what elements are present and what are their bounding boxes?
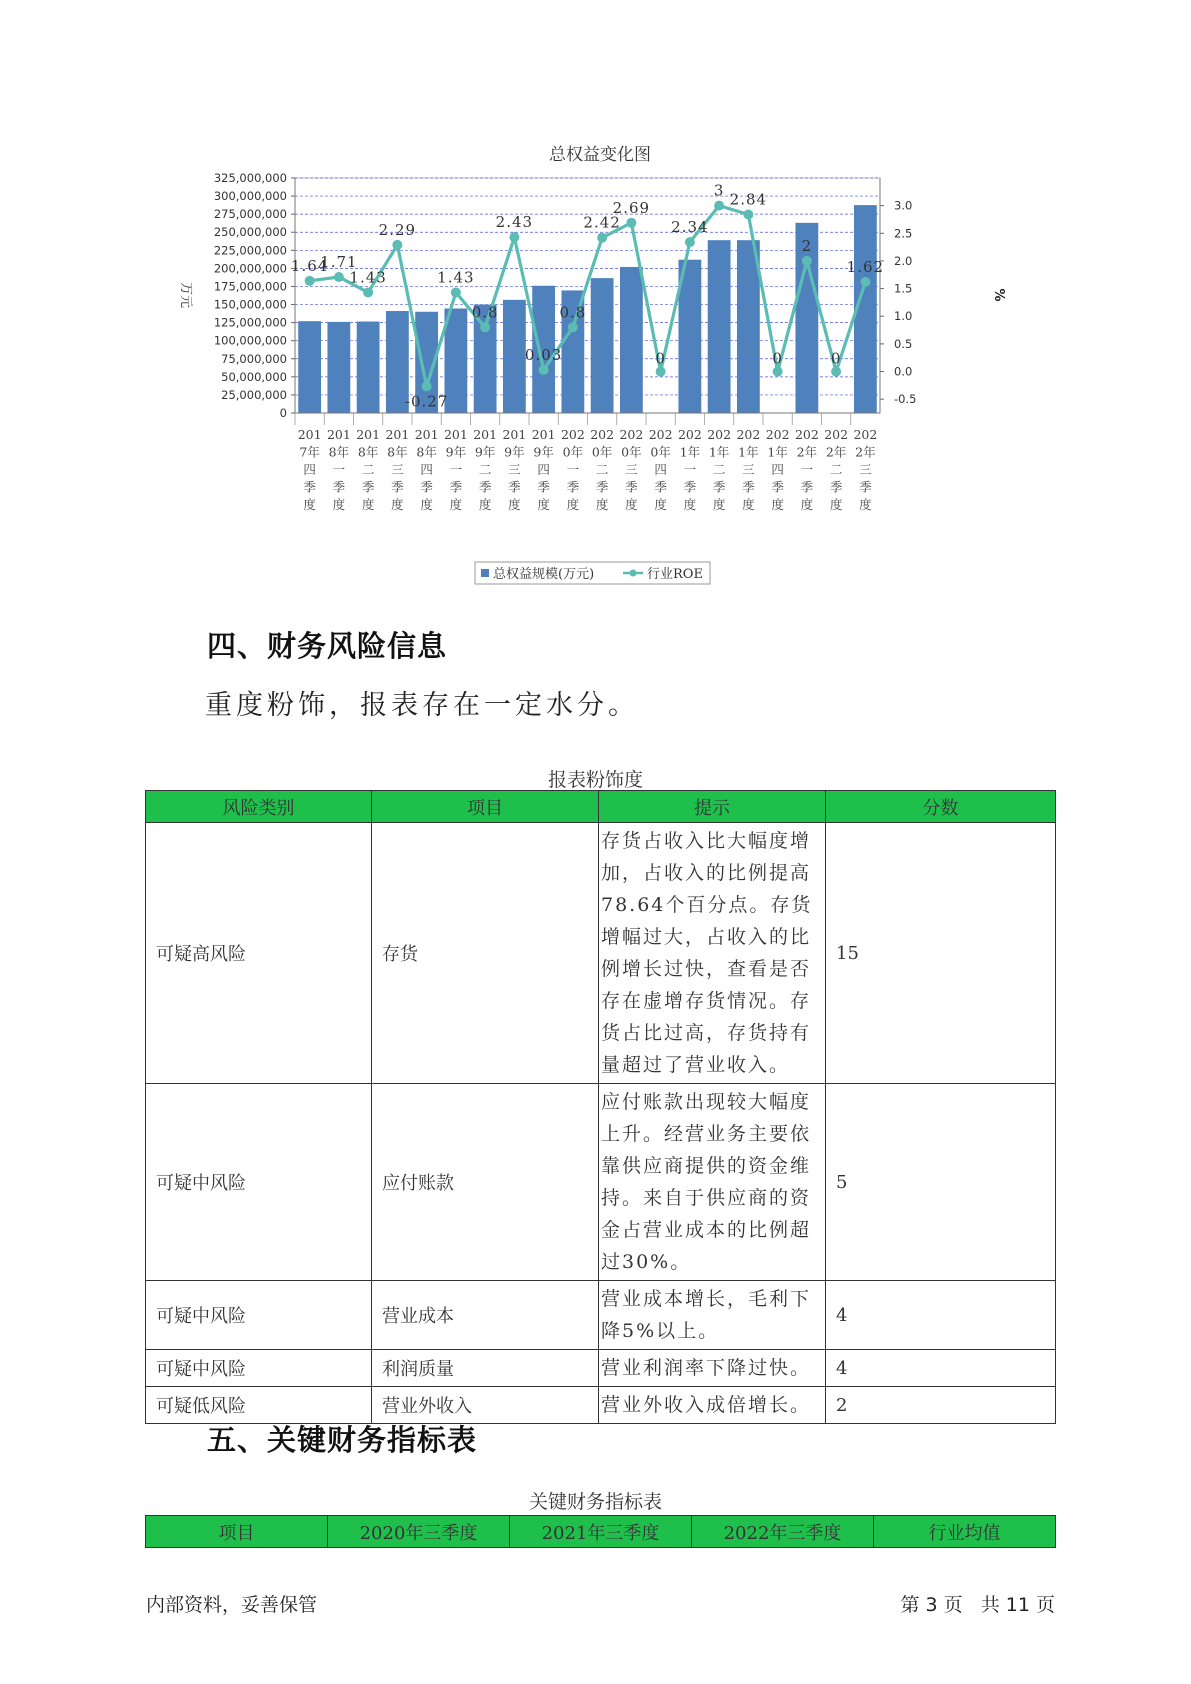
section-heading-risk: 四、财务风险信息 [207, 629, 448, 663]
roe-point [334, 272, 344, 282]
y2-tick-label: 1.0 [894, 309, 913, 324]
roe-point [773, 367, 783, 377]
roe-point [539, 365, 549, 375]
risk-item-cell: 存货 [372, 823, 599, 1084]
x-tick-label: 201 8年二季度 [356, 427, 381, 512]
equity-bar [591, 278, 614, 413]
x-tick-label: 202 1年二季度 [707, 427, 732, 512]
risk-score-cell: 4 [826, 1281, 1056, 1350]
equity-bar [708, 240, 731, 413]
roe-data-label: 1.43 [437, 268, 475, 287]
roe-data-label: 0 [655, 349, 666, 368]
risk-score-cell: 4 [826, 1350, 1056, 1387]
y2-tick-label: 3.0 [894, 198, 913, 213]
y-tick-label: 0 [279, 406, 287, 420]
header-cell: 2022年三季度 [692, 1516, 874, 1548]
risk-hint-cell: 营业成本增长，毛利下降5%以上。 [599, 1281, 826, 1350]
roe-point [831, 367, 841, 377]
y2-tick-label: 0.0 [894, 364, 913, 379]
roe-point [656, 367, 666, 377]
roe-data-label: 2 [801, 236, 813, 255]
equity-chart-svg [170, 130, 1020, 600]
table-row [146, 1084, 1056, 1281]
roe-point [392, 240, 402, 250]
roe-point [626, 218, 636, 228]
header-cell: 分数 [826, 791, 1056, 823]
roe-data-label: 0.8 [559, 303, 587, 322]
footer-confidential: 内部资料，妥善保管 [146, 1594, 318, 1616]
risk-hint-cell: 营业外收入成倍增长。 [599, 1387, 826, 1424]
roe-data-label: 2.29 [378, 220, 417, 239]
footer-page-number: 第 3 页 共 11 页 [900, 1594, 1055, 1616]
header-cell: 2020年三季度 [328, 1516, 510, 1548]
risk-hint-cell: 应付账款出现较大幅度上升。经营业务主要依靠供应商提供的资金维持。来自于供应商的资金占营业成本的比例超过30%。 [599, 1084, 826, 1281]
x-tick-labels [295, 413, 877, 512]
roe-data-label: 0 [830, 349, 842, 368]
y-tick-label: 125,000,000 [213, 315, 287, 330]
equity-chart [170, 130, 1020, 600]
header-cell: 2021年三季度 [510, 1516, 692, 1548]
roe-data-label: 1.43 [349, 268, 387, 287]
roe-point [568, 322, 578, 332]
equity-bar [620, 267, 643, 413]
equity-bar [327, 322, 350, 413]
equity-bar [737, 240, 760, 413]
table-row [146, 1350, 1056, 1387]
kpi-table [145, 1515, 1056, 1548]
x-tick-label: 201 8年一季度 [326, 427, 351, 512]
risk-category-cell: 可疑高风险 [146, 823, 372, 1084]
x-tick-label: 202 0年三季度 [619, 427, 644, 512]
y2-tick-label: 2.5 [894, 226, 913, 241]
roe-point [860, 277, 870, 287]
legend-swatch-point [630, 570, 637, 577]
x-tick-label: 202 2年二季度 [824, 427, 849, 512]
roe-data-label: 2.42 [583, 213, 621, 232]
roe-data-label: 2.69 [612, 198, 651, 217]
y-tick-label: 250,000,000 [213, 225, 287, 240]
y-axis-title: 万元 [178, 281, 193, 309]
roe-data-label: 2.34 [671, 218, 709, 237]
roe-point [597, 233, 607, 243]
risk-summary: 重度粉饰，报表存在一定水分。 [205, 690, 639, 721]
x-tick-label: 202 2年一季度 [794, 427, 819, 512]
risk-category-cell: 可疑低风险 [146, 1387, 372, 1424]
kpi-table-title: 关键财务指标表 [528, 1491, 662, 1513]
y-tick-label: 200,000,000 [213, 261, 287, 276]
y-tick-label: 100,000,000 [213, 333, 287, 348]
roe-data-label: 1.64 [290, 256, 329, 275]
roe-data-label: 3 [713, 181, 725, 200]
roe-data-label: 0 [772, 349, 783, 368]
chart-title: 总权益变化图 [549, 145, 651, 165]
risk-score-cell: 5 [826, 1084, 1056, 1281]
legend-label-line: 行业ROE [647, 567, 703, 582]
risk-item-cell: 应付账款 [372, 1084, 599, 1281]
section-heading-kpi: 五、关键财务指标表 [207, 1423, 478, 1457]
roe-point [363, 287, 373, 297]
header-cell: 风险类别 [146, 791, 372, 823]
x-tick-label: 202 0年一季度 [560, 427, 585, 512]
y-tick-label: 75,000,000 [221, 351, 287, 366]
header-cell: 项目 [146, 1516, 328, 1548]
roe-data-label: 2.84 [729, 190, 768, 209]
roe-point [422, 381, 432, 391]
x-tick-label: 202 1年三季度 [736, 427, 761, 512]
risk-table [145, 790, 1056, 1424]
y-tick-label: 225,000,000 [213, 243, 287, 258]
x-tick-label: 201 8年三季度 [385, 427, 410, 512]
risk-score-cell: 15 [826, 823, 1056, 1084]
header-cell: 提示 [599, 791, 826, 823]
kpi-table-header-row [146, 1516, 1056, 1548]
y-tick-label: 300,000,000 [213, 189, 287, 204]
x-tick-label: 201 9年二季度 [473, 427, 498, 512]
y-tick-label: 325,000,000 [213, 171, 287, 185]
legend-swatch-bar [481, 569, 489, 577]
risk-item-cell: 营业成本 [372, 1281, 599, 1350]
y2-tick-label: 1.5 [894, 281, 913, 296]
roe-data-label: 0.8 [471, 303, 499, 322]
risk-category-cell: 可疑中风险 [146, 1084, 372, 1281]
y-tick-label: 150,000,000 [213, 297, 287, 312]
x-tick-label: 201 8年四季度 [414, 427, 439, 512]
header-cell: 项目 [372, 791, 599, 823]
equity-bar [503, 300, 526, 413]
roe-data-label: 0.03 [524, 345, 563, 364]
y-tick-label: 175,000,000 [213, 279, 287, 294]
risk-score-cell: 2 [826, 1387, 1056, 1424]
table-row [146, 823, 1056, 1084]
risk-category-cell: 可疑中风险 [146, 1350, 372, 1387]
roe-point [480, 322, 490, 332]
x-tick-label: 202 2年三季度 [853, 427, 878, 512]
roe-point [509, 232, 519, 242]
x-tick-label: 201 9年一季度 [443, 427, 468, 512]
roe-point [451, 287, 461, 297]
y2-tick-label: 0.5 [894, 336, 913, 351]
equity-bar [298, 321, 321, 413]
y2-tick-label: -0.5 [894, 392, 917, 407]
header-cell: 行业均值 [874, 1516, 1056, 1548]
x-tick-label: 202 1年四季度 [765, 427, 790, 512]
roe-data-label: 2.43 [495, 213, 534, 232]
x-tick-label: 201 7年四季度 [297, 427, 322, 512]
roe-point [743, 209, 753, 219]
risk-table-header-row [146, 791, 1056, 823]
chart-legend [475, 562, 710, 584]
y2-tick-label: 2.0 [894, 253, 913, 268]
y-tick-label: 25,000,000 [221, 387, 287, 402]
x-tick-label: 202 0年四季度 [648, 427, 673, 512]
y-tick-label: 50,000,000 [221, 369, 287, 384]
x-tick-label: 202 1年一季度 [677, 427, 702, 512]
risk-category-cell: 可疑中风险 [146, 1281, 372, 1350]
table-row [146, 1281, 1056, 1350]
legend-label-bar: 总权益规模(万元) [493, 567, 595, 582]
x-tick-label: 202 0年二季度 [590, 427, 615, 512]
risk-hint-cell: 营业利润率下降过快。 [599, 1350, 826, 1387]
risk-hint-cell: 存货占收入比大幅度增加，占收入的比例提高78.64个百分点。存货增幅过大，占收入的比例增长过快，查看是否存在虚增存货情况。存货占比过高，存货持有量超过了营业收入。 [599, 823, 826, 1084]
roe-data-label: 1.71 [320, 252, 358, 271]
risk-table-title: 报表粉饰度 [547, 769, 643, 791]
roe-point [305, 276, 315, 286]
roe-point [802, 256, 812, 266]
roe-point [714, 201, 724, 211]
roe-point [685, 237, 695, 247]
roe-data-label: 1.62 [846, 257, 885, 276]
y2-axis-title: % [991, 288, 1006, 302]
risk-item-cell: 利润质量 [372, 1350, 599, 1387]
roe-data-label: -0.27 [404, 392, 449, 411]
x-tick-label: 201 9年四季度 [531, 427, 556, 512]
equity-bar [357, 322, 380, 413]
x-tick-label: 201 9年三季度 [502, 427, 527, 512]
risk-item-cell: 营业外收入 [372, 1387, 599, 1424]
y-tick-label: 275,000,000 [213, 207, 287, 222]
